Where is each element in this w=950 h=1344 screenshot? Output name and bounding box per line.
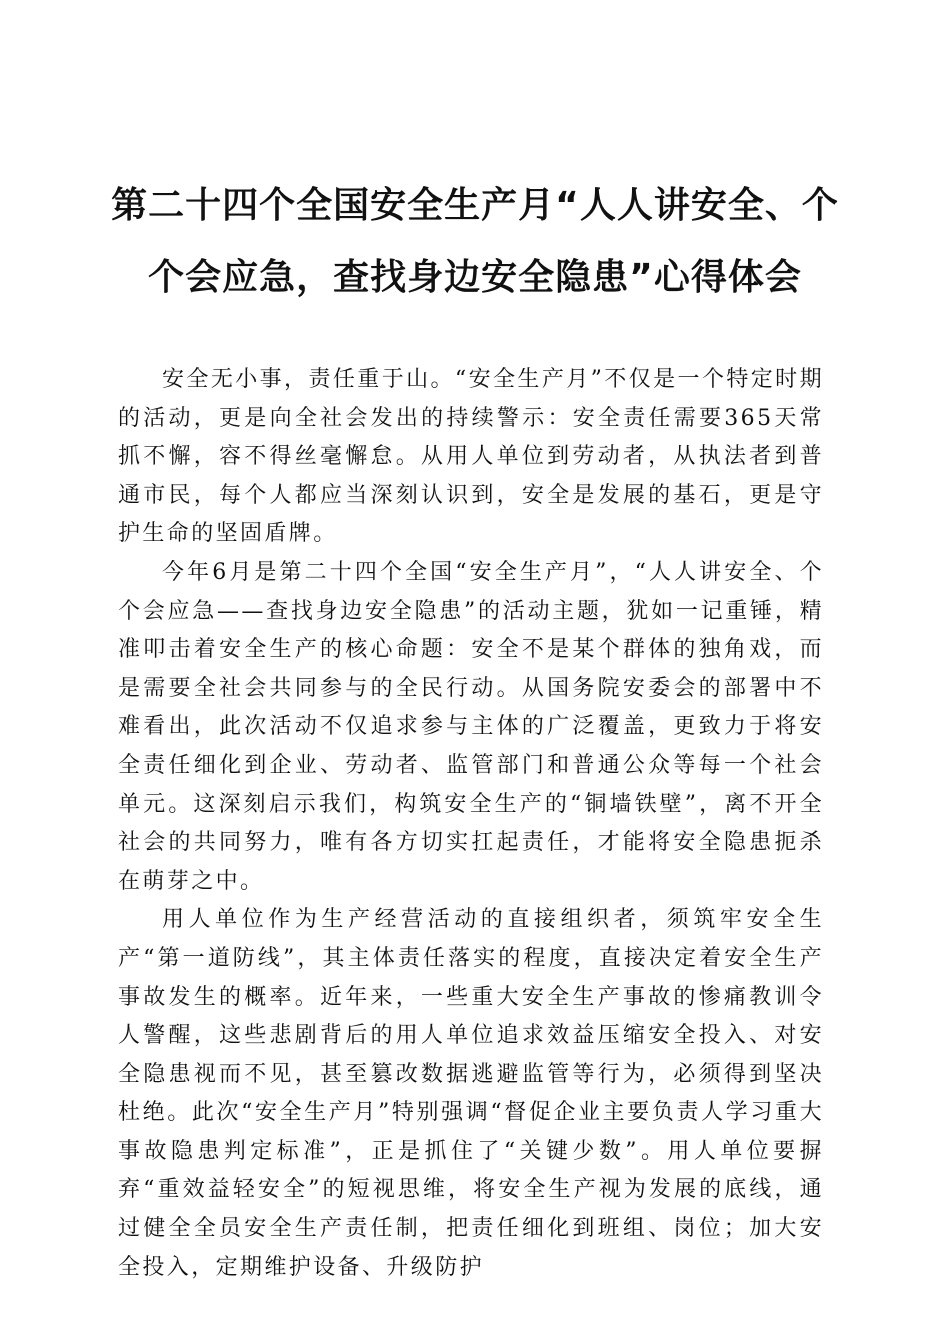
paragraph-2: 今年6月是第二十四个全国“安全生产月”，“人人讲安全、个个会应急——查找身边安全隐患”的活动主题，犹如一记重锤，精准叩击着安全生产的核心命题：安全不是某个群体的独角戏，而是需要全社会共同参与的全民行动。从国务院安委会的部署中不难看出，此次活动不仅追求参与主体的广泛覆盖，更致力于将安全责任细化到企业、劳动者、监管部门和普通公众等每一个社会单元。这深刻启示我们，构筑安全生产的“铜墙铁壁”，离不开全社会的共同努力，唯有各方切实扛起责任，才能将安全隐患扼杀在萌芽之中。 [118,559,824,894]
document-body [118,361,824,1287]
title-line-1: 第二十四个全国安全生产月“人人讲安全、个 [111,185,839,226]
title-line-2: 个会应急，查找身边安全隐患”心得体会 [148,257,802,298]
paragraph-3: 用人单位作为生产经营活动的直接组织者，须筑牢安全生产“第一道防线”，其主体责任落实的程度，直接决定着安全生产事故发生的概率。近年来，一些重大安全生产事故的惨痛教训令人警醒，这些悲剧背后的用人单位追求效益压缩安全投入、对安全隐患视而不见，甚至篡改数据逃避监管等行为，必须得到坚决杜绝。此次“安全生产月”特别强调“督促企业主要负责人学习重大事故隐患判定标准”，正是抓住了“关键少数”。用人单位要摒弃“重效益轻安全”的短视思维，将安全生产视为发展的底线，通过健全全员安全生产责任制，把责任细化到班组、岗位；加大安全投入，定期维护设备、升级防护 [118,907,824,1280]
paragraph-1: 安全无小事，责任重于山。“安全生产月”不仅是一个特定时期的活动，更是向全社会发出的持续警示：安全责任需要365天常抓不懈，容不得丝毫懈怠。从用人单位到劳动者，从执法者到普通市民，每个人都应当深刻认识到，安全是发展的基石，更是守护生命的坚固盾牌。 [118,367,824,547]
document-title [110,170,840,314]
